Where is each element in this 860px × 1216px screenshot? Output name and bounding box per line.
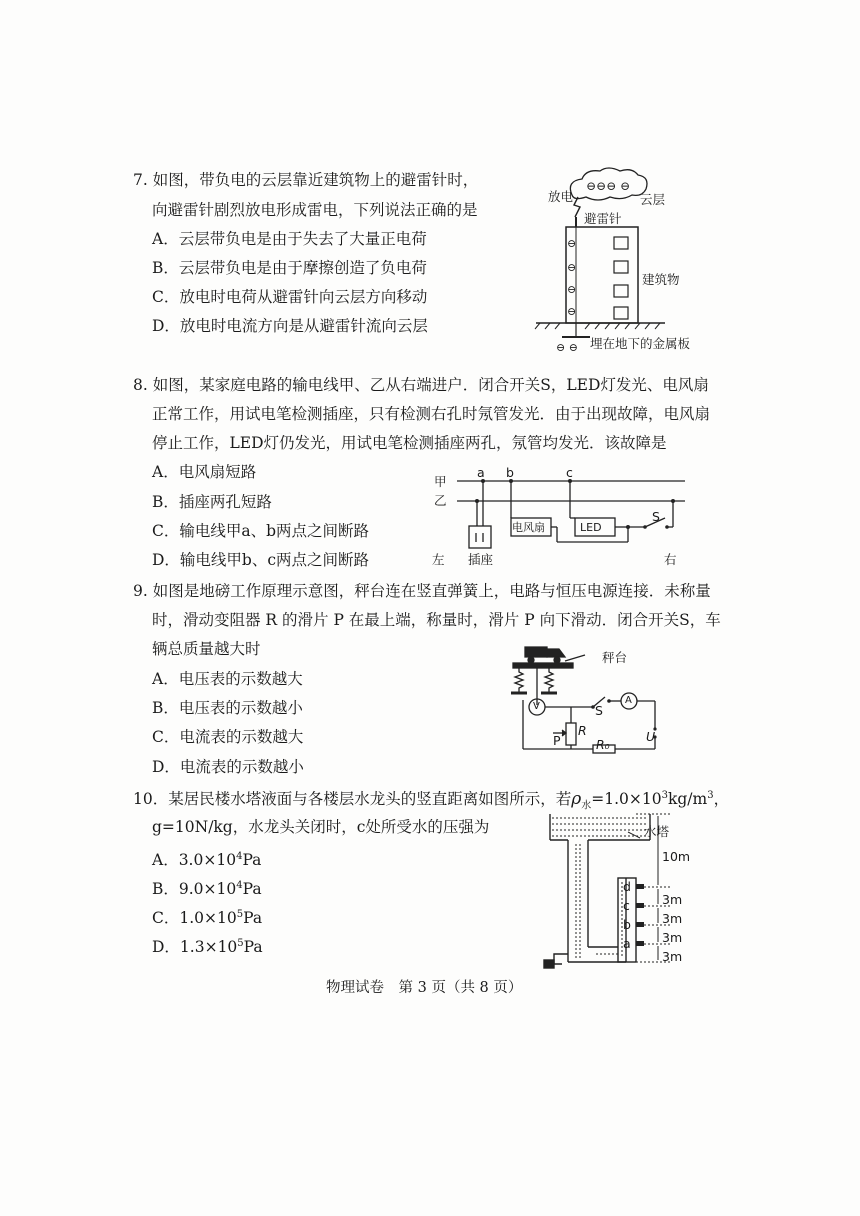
q10-stem-line2: g=10N/kg，水龙头关闭时，c处所受水的压强为 [152, 818, 490, 836]
q10-option-c-post: Pa [243, 909, 263, 928]
q9-option-a: A．电压表的示数越大 [152, 670, 303, 688]
q10-label-b: b [623, 917, 631, 932]
q8-label-led: LED [580, 521, 602, 534]
page-footer: 物理试卷 第 3 页（共 8 页） [326, 980, 523, 996]
q10-option-c-pre: C．1.0×10 [152, 909, 237, 928]
svg-text:⊖: ⊖ [567, 261, 577, 274]
q8-label-c: c [566, 465, 573, 480]
q9-label-voltmeter: V [533, 701, 540, 712]
q7-stem-line2: 向避雷针剧烈放电形成雷电，下列说法正确的是 [152, 201, 478, 219]
q9-label-p: P [553, 733, 561, 748]
q9-label-r: R [578, 723, 587, 738]
q9-label-u: U [646, 729, 656, 744]
q7-stem-line1: 7. 如图，带负电的云层靠近建筑物上的避雷针时， [133, 171, 479, 189]
q10-stem-text: 10．某居民楼水塔液面与各楼层水龙头的竖直距离如图所示，若 [133, 790, 572, 809]
q7-label-discharge: 放电 [548, 189, 574, 204]
q10-option-c-exp: 5 [236, 909, 244, 920]
q10-rho-sub: 水 [581, 800, 592, 812]
q8-label-a: a [477, 465, 485, 480]
q9-option-b: B．电压表的示数越小 [152, 699, 303, 717]
q10-option-a-pre: A．3.0×10 [152, 851, 237, 870]
q8-label-b: b [506, 465, 514, 480]
q10-label-d: d [623, 879, 631, 894]
q8-label-fan: 电风扇 [512, 521, 545, 534]
q8-stem-line1: 8. 如图，某家庭电路的输电线甲、乙从右端进户．闭合开关S，LED灯发光、电风扇 [133, 376, 709, 394]
q8-option-c: C．输电线甲a、b两点之间断路 [152, 522, 370, 540]
q10-option-b-pre: B．9.0×10 [152, 880, 237, 899]
q10-label-a: a [623, 936, 631, 951]
q10-label-3m-2: 3m [662, 911, 683, 926]
q7-option-a: A．云层带负电是由于失去了大量正电荷 [152, 230, 427, 248]
q9-label-ammeter: A [625, 695, 632, 706]
q9-label-r0: R₀ [596, 737, 610, 752]
q10-option-a-exp: 4 [236, 851, 243, 862]
q8-stem-line3: 停止工作，LED灯仍发光，用试电笔检测插座两孔，氖管均发光．该故障是 [152, 434, 667, 452]
q10-label-3m-1: 3m [662, 892, 683, 907]
q10-comma: ， [713, 790, 730, 809]
q10-rho-unit-exp: 3 [707, 790, 714, 801]
svg-text:⊖: ⊖ [567, 237, 577, 250]
q7-option-b: B．云层带负电是由于摩擦创造了负电荷 [152, 259, 427, 277]
q9-stem-line3: 辆总质量越大时 [152, 640, 261, 658]
q10-rho-unit: kg/m [667, 790, 708, 809]
q7-option-c: C．放电时电荷从避雷针向云层方向移动 [152, 288, 428, 306]
q10-option-b-exp: 4 [236, 880, 243, 891]
q10-option-d-post: Pa [243, 938, 263, 957]
q10-label-3m-4: 3m [662, 949, 683, 964]
svg-text:⊖⊖⊖ ⊖: ⊖⊖⊖ ⊖ [586, 179, 631, 193]
q10-option-a [152, 848, 261, 869]
q9-label-platform: 秤台 [602, 650, 628, 665]
q10-option-c [152, 906, 262, 927]
q8-label-left: 左 [432, 552, 445, 567]
q10-label-3m-3: 3m [662, 930, 683, 945]
q7-label-plate: 埋在地下的金属板 [590, 336, 691, 351]
svg-text:⊖: ⊖ [567, 283, 577, 296]
q10-label-c: c [623, 898, 630, 913]
q10-option-a-post: Pa [242, 851, 262, 870]
q10-rho-exp: 3 [661, 790, 668, 801]
q9-option-d: D．电流表的示数越小 [152, 758, 304, 776]
q9-option-c: C．电流表的示数越大 [152, 728, 304, 746]
q7-label-cloud: 云层 [640, 192, 666, 207]
q9-stem-line1: 9. 如图是地磅工作原理示意图，秤台连在竖直弹簧上，电路与恒压电源连接．未称量 [133, 582, 711, 600]
q10-option-d [152, 935, 263, 956]
q8-option-a: A．电风扇短路 [152, 463, 257, 481]
q8-label-socket: 插座 [468, 552, 494, 567]
q10-label-10m: 10m [662, 849, 691, 864]
q8-label-jia: 甲 [434, 474, 447, 489]
svg-text:⊖: ⊖ [567, 305, 577, 318]
q9-label-s: S [595, 703, 603, 718]
q7-label-rod: 避雷针 [584, 211, 622, 226]
q10-option-d-pre: D．1.3×10 [152, 938, 238, 957]
q8-option-b: B．插座两孔短路 [152, 493, 272, 511]
q10-option-b-post: Pa [242, 880, 262, 899]
q8-option-d: D．输电线甲b、c两点之间断路 [152, 551, 370, 569]
q7-label-building: 建筑物 [642, 272, 680, 287]
q10-option-d-exp: 5 [237, 938, 244, 949]
q10-rho-value: =1.0×10 [591, 790, 662, 809]
q10-rho: ρ [571, 789, 582, 810]
svg-text:⊖ ⊖: ⊖ ⊖ [556, 341, 578, 354]
q9-stem-line2: 时，滑动变阻器 R 的滑片 P 在最上端，称量时，滑片 P 向下滑动．闭合开关S，车 [152, 611, 721, 629]
q8-label-yi: 乙 [434, 493, 447, 508]
q10-label-tower: 水塔 [644, 824, 670, 839]
q10-stem-line1 [133, 787, 729, 815]
q8-stem-line2: 正常工作，用试电笔检测插座，只有检测右孔时氖管发光．由于出现故障，电风扇 [152, 405, 711, 423]
q8-label-s: S [652, 509, 660, 524]
q8-label-right: 右 [664, 552, 677, 567]
q7-option-d: D．放电时电流方向是从避雷针流向云层 [152, 317, 428, 335]
q10-option-b [152, 877, 262, 898]
